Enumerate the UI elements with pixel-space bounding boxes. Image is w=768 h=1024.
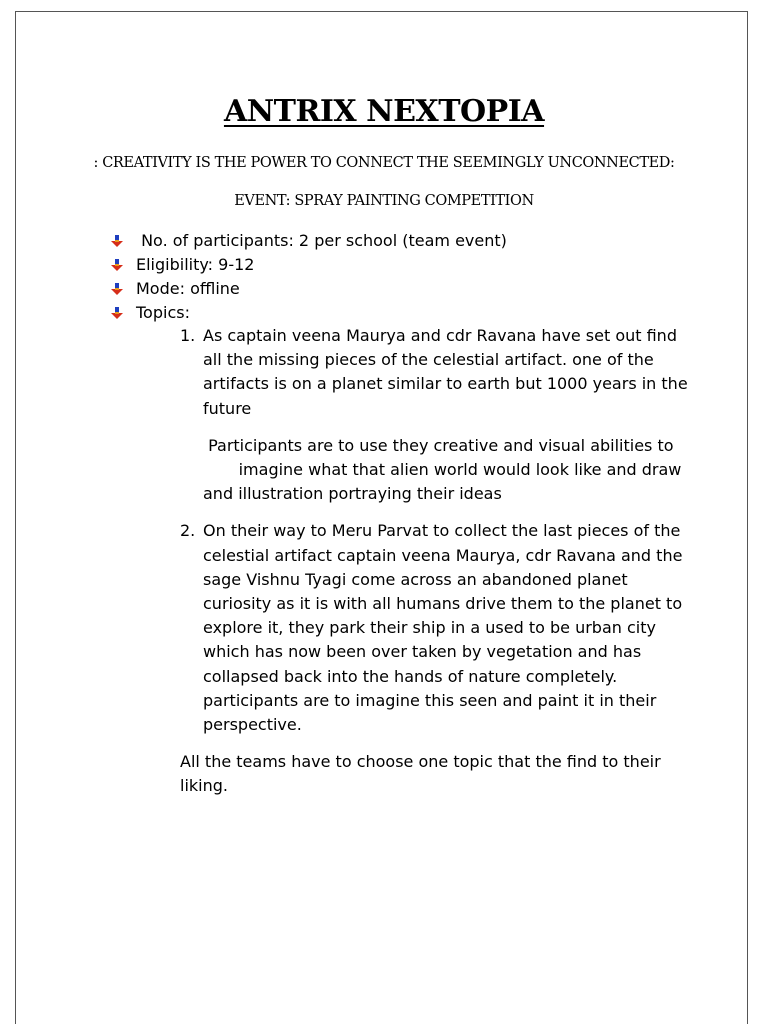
list-item <box>110 229 507 253</box>
topic-body <box>203 324 700 506</box>
topic-item <box>180 519 700 737</box>
list-item <box>110 277 507 301</box>
arrow-down-icon <box>110 281 124 297</box>
mode-text: Mode: offline <box>136 279 240 298</box>
participants-text: No. of participants: 2 per school (team event) <box>136 231 507 250</box>
topic-text: As captain veena Maurya and cdr Ravana have set out find all the missing pieces of the celestial artifact. one of the artifacts is on a planet similar to earth but 1000 years in the future <box>203 326 688 418</box>
eligibility-text: Eligibility: 9-12 <box>136 255 255 274</box>
document-title: ANTRIX NEXTOPIA <box>223 94 545 129</box>
topic-body <box>203 519 700 737</box>
closing-note: All the teams have to choose one topic that the find to their liking. <box>180 752 661 796</box>
topic-text: On their way to Meru Parvat to collect the last pieces of the celestial artifact captain veena Maurya, cdr Ravana and the sage Vishnu Tyagi come across an abandoned planet curiosity as it is with all humans drive them to the planet to explore it, they park their ship in a used to be urban city which has now been over taken by vegetation and has collapsed back into the hands of nature completely. participants are to imagine this seen and paint it in their perspective. <box>203 521 683 735</box>
topic-instructions: Participants are to use they creative and visual abilities to imagine what that alien world would look like and draw and illustration portraying their ideas <box>203 435 687 504</box>
arrow-down-icon <box>110 305 124 321</box>
topic-item <box>180 324 700 506</box>
list-item <box>110 301 507 325</box>
arrow-down-icon <box>110 257 124 273</box>
topics-label: Topics: <box>136 303 190 322</box>
topic-number: 1. <box>180 326 196 345</box>
topics-section <box>180 324 700 799</box>
arrow-down-icon <box>110 233 124 249</box>
topic-number: 2. <box>180 521 196 541</box>
details-list <box>110 229 507 325</box>
list-item <box>110 253 507 277</box>
tagline: : CREATIVITY IS THE POWER TO CONNECT THE SEEMINGLY UNCONNECTED: <box>93 155 675 171</box>
event-heading: EVENT: SPRAY PAINTING COMPETITION <box>234 193 534 209</box>
